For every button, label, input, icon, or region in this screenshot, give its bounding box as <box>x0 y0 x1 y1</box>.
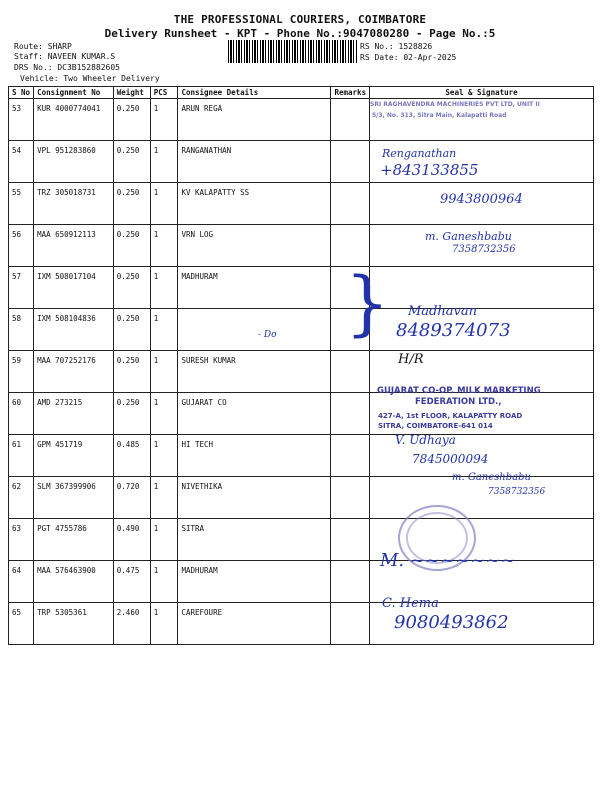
row62-sign-name: m. Ganeshbabu <box>452 472 531 483</box>
cell-pcs: 1 <box>150 99 178 141</box>
drs-label: DRS No.: DC3B152882605 <box>14 63 120 72</box>
cell-cons: PGT 4755786 <box>34 519 114 561</box>
row58-sign-name: Madhavan <box>408 304 477 319</box>
cell-weight: 0.250 <box>113 309 150 351</box>
cell-cons: MAA 650912113 <box>34 225 114 267</box>
cell-remarks <box>331 225 370 267</box>
row56-sign-name: m. Ganeshbabu <box>425 230 512 243</box>
table-row <box>9 267 594 309</box>
row56-sign-phone: 7358732356 <box>452 244 516 255</box>
cell-sno: 65 <box>9 603 34 645</box>
cell-sno: 54 <box>9 141 34 183</box>
cell-cons: AMD 273215 <box>34 393 114 435</box>
cell-signature <box>370 267 594 309</box>
cell-cons: MAA 707252176 <box>34 351 114 393</box>
cell-pcs: 1 <box>150 351 178 393</box>
cell-consignee <box>178 309 331 351</box>
row65-sign-name: C. Hema <box>382 596 439 611</box>
table-row <box>9 435 594 477</box>
company-title: THE PROFESSIONAL COURIERS, COIMBATORE <box>173 13 427 26</box>
cell-sno: 63 <box>9 519 34 561</box>
cell-remarks <box>331 561 370 603</box>
cell-consignee: SITRA <box>178 519 331 561</box>
cell-cons: SLM 367399906 <box>34 477 114 519</box>
cell-remarks <box>331 435 370 477</box>
row54-sign-phone: +843133855 <box>380 161 479 179</box>
cell-pcs: 1 <box>150 183 178 225</box>
row61-sign-phone: 7845000094 <box>412 452 489 466</box>
cell-consignee: HI TECH <box>178 435 331 477</box>
cell-consignee: KV KALAPATTY SS <box>178 183 331 225</box>
cell-consignee: NIVETHIKA <box>178 477 331 519</box>
cell-sno: 58 <box>9 309 34 351</box>
cell-remarks <box>331 99 370 141</box>
cell-sno: 55 <box>9 183 34 225</box>
cell-remarks <box>331 519 370 561</box>
cell-remarks <box>331 141 370 183</box>
cell-weight: 0.250 <box>113 225 150 267</box>
col-pcs: PCS <box>150 87 178 99</box>
cell-sno: 56 <box>9 225 34 267</box>
cell-weight: 0.250 <box>113 351 150 393</box>
col-signature: Seal & Signature <box>370 87 594 99</box>
route-label: Route: SHARP <box>14 42 72 51</box>
cell-pcs: 1 <box>150 435 178 477</box>
cell-cons: MAA 576463900 <box>34 561 114 603</box>
cell-pcs: 1 <box>150 141 178 183</box>
row65-sign-phone: 9080493862 <box>394 612 509 633</box>
cell-remarks <box>331 393 370 435</box>
cell-weight: 0.720 <box>113 477 150 519</box>
cell-remarks <box>331 603 370 645</box>
cell-pcs: 1 <box>150 561 178 603</box>
cell-weight: 0.485 <box>113 435 150 477</box>
cell-consignee: SURESH KUMAR <box>178 351 331 393</box>
cell-consignee: MADHURAM <box>178 561 331 603</box>
cell-weight: 0.250 <box>113 267 150 309</box>
row60-stamp-line3: 427-A, 1st FLOOR, KALAPATTY ROAD <box>378 412 523 420</box>
cell-pcs: 1 <box>150 225 178 267</box>
cell-cons: KUR 4000774041 <box>34 99 114 141</box>
row55-sign-phone: 9943800964 <box>440 192 523 207</box>
cell-weight: 0.250 <box>113 141 150 183</box>
row62-sign-phone: 7358732356 <box>488 487 546 497</box>
col-consignee: Consignee Details <box>178 87 331 99</box>
cell-remarks <box>331 183 370 225</box>
cell-sno: 60 <box>9 393 34 435</box>
cell-sno: 62 <box>9 477 34 519</box>
barcode <box>228 40 358 63</box>
cell-cons: TRZ 305018731 <box>34 183 114 225</box>
cell-weight: 0.250 <box>113 393 150 435</box>
table-header-row <box>9 87 594 99</box>
cell-weight: 0.490 <box>113 519 150 561</box>
cell-cons: IXM 508017104 <box>34 267 114 309</box>
cell-consignee: CAREFOURE <box>178 603 331 645</box>
cell-weight: 0.250 <box>113 183 150 225</box>
row60-stamp-line1: GUJARAT CO-OP. MILK MARKETING <box>377 386 541 396</box>
row64-signature: M. ~~~~~~~ <box>380 550 516 571</box>
col-consignment: Consignment No <box>34 87 114 99</box>
cell-consignee: GUJARAT CO <box>178 393 331 435</box>
vehicle-label: Vehicle: Two Wheeler Delivery <box>20 74 160 83</box>
cell-cons: GPM 451719 <box>34 435 114 477</box>
cell-cons: IXM 508104836 <box>34 309 114 351</box>
cell-pcs: 1 <box>150 519 178 561</box>
ditto-mark: - Do <box>258 330 277 340</box>
row53-stamp: SRI RAGHAVENDRA MACHINERIES PVT LTD, UNIT II <box>370 101 540 108</box>
col-weight: Weight <box>113 87 150 99</box>
rs-number: RS No.: 1528826 <box>360 42 433 51</box>
runsheet-subtitle: Delivery Runsheet - KPT - Phone No.:9047080280 - Page No.:5 <box>104 27 496 40</box>
cell-pcs: 1 <box>150 477 178 519</box>
col-sno: S No <box>9 87 34 99</box>
cell-consignee: RANGANATHAN <box>178 141 331 183</box>
cell-consignee: VRN LOG <box>178 225 331 267</box>
row60-stamp-line2: FEDERATION LTD., <box>415 397 502 407</box>
cell-weight: 0.250 <box>113 99 150 141</box>
col-remarks: Remarks <box>331 87 370 99</box>
row61-sign-name: V. Udhaya <box>395 433 456 447</box>
cell-sno: 57 <box>9 267 34 309</box>
row60-stamp-line4: SITRA, COIMBATORE-641 014 <box>378 422 493 430</box>
bracket-mark: } <box>345 262 390 344</box>
cell-sno: 61 <box>9 435 34 477</box>
row54-sign-name: Renganathan <box>382 147 457 160</box>
table-row <box>9 141 594 183</box>
cell-pcs: 1 <box>150 267 178 309</box>
cell-consignee: MADHURAM <box>178 267 331 309</box>
cell-cons: TRP 5305361 <box>34 603 114 645</box>
cell-sno: 64 <box>9 561 34 603</box>
cell-pcs: 1 <box>150 603 178 645</box>
cell-sno: 59 <box>9 351 34 393</box>
cell-sno: 53 <box>9 99 34 141</box>
row53-stamp-address: 5/3, No. 313, Sitra Main, Kalapatti Road <box>372 112 507 119</box>
hr-mark: H/R <box>398 352 424 367</box>
cell-cons: VPL 951283860 <box>34 141 114 183</box>
row58-sign-phone: 8489374073 <box>396 320 511 341</box>
staff-label: Staff: NAVEEN KUMAR.S <box>14 52 116 61</box>
rs-date: RS Date: 02-Apr-2025 <box>360 53 457 62</box>
cell-remarks <box>331 477 370 519</box>
cell-pcs: 1 <box>150 393 178 435</box>
cell-consignee: ARUN REGA <box>178 99 331 141</box>
cell-weight: 0.475 <box>113 561 150 603</box>
cell-remarks <box>331 351 370 393</box>
cell-weight: 2.460 <box>113 603 150 645</box>
cell-pcs: 1 <box>150 309 178 351</box>
